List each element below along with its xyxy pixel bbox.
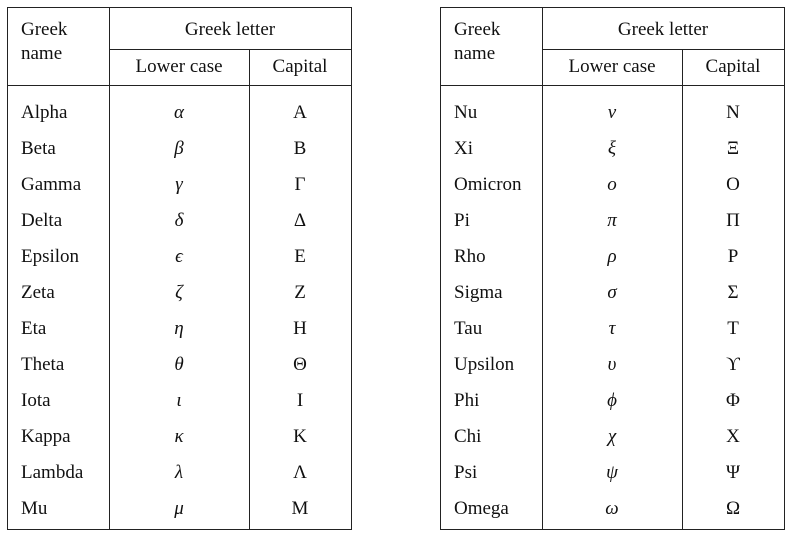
header-greek-name-line1: Greek bbox=[21, 19, 68, 40]
greek-table-right bbox=[440, 7, 785, 530]
table-row bbox=[8, 281, 351, 317]
cell-lower-case: μ bbox=[174, 498, 184, 519]
cell-lower-case: ρ bbox=[607, 246, 617, 267]
cell-greek-name: Psi bbox=[454, 462, 478, 483]
cell-capital: Π bbox=[726, 210, 740, 231]
table-row bbox=[8, 137, 351, 173]
cell-lower-case: κ bbox=[174, 426, 184, 447]
table-row bbox=[8, 389, 351, 425]
cell-greek-name: Gamma bbox=[21, 174, 82, 195]
table-body bbox=[8, 101, 351, 533]
table-row bbox=[8, 245, 351, 281]
table-row bbox=[8, 461, 351, 497]
cell-lower-case: θ bbox=[174, 354, 184, 375]
cell-capital: X bbox=[726, 426, 740, 447]
cell-greek-name: Omicron bbox=[454, 174, 522, 195]
cell-greek-name: Delta bbox=[21, 210, 63, 231]
table-row bbox=[441, 497, 784, 533]
cell-lower-case: ζ bbox=[175, 282, 183, 303]
cell-greek-name: Iota bbox=[21, 390, 51, 411]
cell-lower-case: λ bbox=[174, 462, 184, 483]
cell-greek-name: Pi bbox=[454, 210, 470, 231]
cell-lower-case: ξ bbox=[607, 138, 617, 159]
cell-greek-name: Phi bbox=[454, 390, 480, 411]
cell-lower-case: σ bbox=[607, 282, 617, 303]
cell-greek-name: Tau bbox=[454, 318, 483, 339]
cell-greek-name: Alpha bbox=[21, 102, 68, 123]
table-row bbox=[8, 317, 351, 353]
table-row bbox=[441, 353, 784, 389]
cell-greek-name: Lambda bbox=[21, 462, 84, 483]
cell-greek-name: Omega bbox=[454, 498, 509, 519]
header-capital: Capital bbox=[272, 56, 328, 77]
cell-greek-name: Beta bbox=[21, 138, 56, 159]
cell-lower-case: π bbox=[607, 210, 617, 231]
table-row bbox=[8, 173, 351, 209]
cell-greek-name: Nu bbox=[454, 102, 478, 123]
cell-lower-case: υ bbox=[607, 354, 617, 375]
row-divider bbox=[8, 85, 351, 86]
table-row bbox=[441, 461, 784, 497]
cell-capital: Ξ bbox=[726, 138, 740, 159]
cell-capital: Δ bbox=[293, 210, 307, 231]
cell-capital: K bbox=[293, 426, 307, 447]
cell-capital: ϒ bbox=[726, 354, 740, 375]
cell-capital: Γ bbox=[294, 174, 306, 195]
header-capital: Capital bbox=[705, 56, 761, 77]
table-row bbox=[441, 209, 784, 245]
table-row bbox=[441, 173, 784, 209]
header-greek-name-line2: name bbox=[454, 43, 496, 64]
cell-capital: H bbox=[293, 318, 307, 339]
table-row bbox=[441, 245, 784, 281]
cell-capital: Σ bbox=[727, 282, 739, 303]
header-lower-case: Lower case bbox=[135, 56, 223, 77]
cell-lower-case: γ bbox=[175, 174, 183, 195]
table-row bbox=[441, 101, 784, 137]
cell-capital: Φ bbox=[726, 390, 740, 411]
cell-capital: P bbox=[727, 246, 739, 267]
cell-lower-case: ω bbox=[605, 498, 619, 519]
cell-capital: Ψ bbox=[725, 462, 741, 483]
cell-capital: Z bbox=[294, 282, 306, 303]
cell-greek-name: Xi bbox=[454, 138, 473, 159]
cell-capital: Θ bbox=[293, 354, 307, 375]
header-lower-case: Lower case bbox=[568, 56, 656, 77]
table-row bbox=[8, 353, 351, 389]
header-greek-name-line1: Greek bbox=[454, 19, 501, 40]
cell-greek-name: Mu bbox=[21, 498, 48, 519]
row-divider bbox=[441, 85, 784, 86]
cell-lower-case: ν bbox=[607, 102, 617, 123]
header-greek-name-line2: name bbox=[21, 43, 63, 64]
cell-lower-case: δ bbox=[174, 210, 184, 231]
cell-lower-case: o bbox=[607, 174, 617, 195]
cell-greek-name: Epsilon bbox=[21, 246, 80, 267]
cell-lower-case: ϕ bbox=[607, 390, 617, 411]
cell-lower-case: η bbox=[174, 318, 184, 339]
table-row bbox=[441, 389, 784, 425]
greek-table-left bbox=[7, 7, 352, 530]
header-greek-letter: Greek letter bbox=[184, 19, 276, 40]
header-greek-name bbox=[21, 18, 107, 66]
cell-lower-case: ϵ bbox=[175, 246, 183, 267]
cell-capital: I bbox=[296, 390, 304, 411]
cell-capital: E bbox=[294, 246, 306, 267]
cell-greek-name: Zeta bbox=[21, 282, 55, 303]
cell-capital: O bbox=[726, 174, 740, 195]
cell-lower-case: ι bbox=[176, 390, 182, 411]
cell-capital: T bbox=[727, 318, 739, 339]
header-greek-name bbox=[454, 18, 540, 66]
cell-greek-name: Theta bbox=[21, 354, 65, 375]
cell-lower-case: α bbox=[174, 102, 184, 123]
table-body bbox=[441, 101, 784, 533]
table-row bbox=[8, 101, 351, 137]
cell-greek-name: Sigma bbox=[454, 282, 503, 303]
table-row bbox=[8, 209, 351, 245]
table-row bbox=[441, 425, 784, 461]
table-row bbox=[441, 317, 784, 353]
table-row bbox=[8, 497, 351, 533]
cell-lower-case: τ bbox=[608, 318, 616, 339]
cell-greek-name: Rho bbox=[454, 246, 486, 267]
cell-lower-case: β bbox=[174, 138, 184, 159]
cell-lower-case: ψ bbox=[606, 462, 618, 483]
cell-greek-name: Kappa bbox=[21, 426, 71, 447]
cell-greek-name: Chi bbox=[454, 426, 482, 447]
cell-capital: A bbox=[293, 102, 307, 123]
table-row bbox=[8, 425, 351, 461]
table-row bbox=[441, 137, 784, 173]
row-divider bbox=[109, 49, 351, 50]
cell-greek-name: Eta bbox=[21, 318, 47, 339]
table-row bbox=[441, 281, 784, 317]
row-divider bbox=[542, 49, 784, 50]
header-greek-letter: Greek letter bbox=[617, 19, 709, 40]
cell-capital: Ω bbox=[725, 498, 741, 519]
cell-greek-name: Upsilon bbox=[454, 354, 515, 375]
cell-capital: M bbox=[291, 498, 309, 519]
cell-capital: N bbox=[726, 102, 740, 123]
cell-capital: Λ bbox=[293, 462, 307, 483]
cell-capital: B bbox=[293, 138, 307, 159]
cell-lower-case: χ bbox=[607, 426, 617, 447]
